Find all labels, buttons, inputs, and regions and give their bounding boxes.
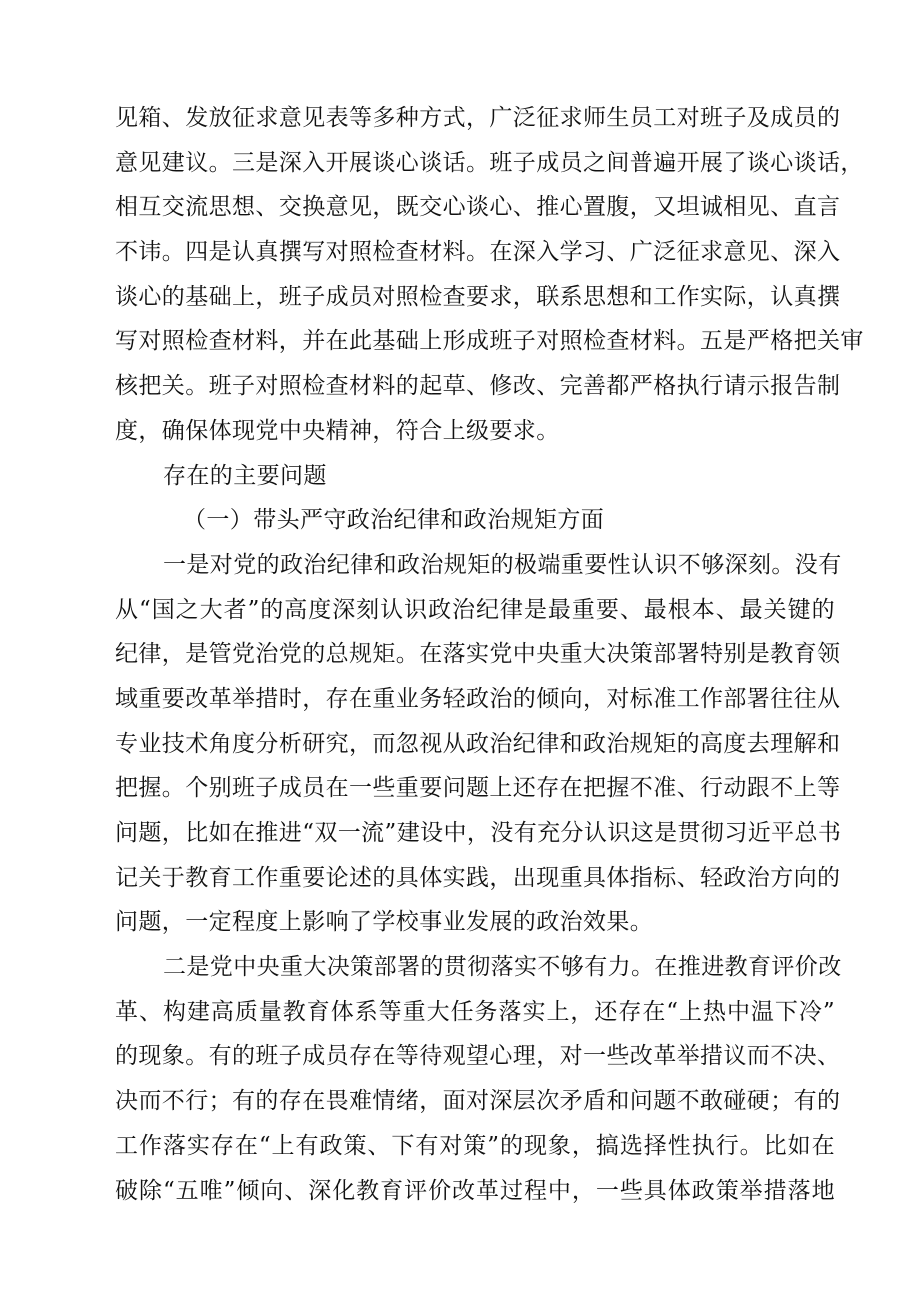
text-line: 核把关。班子对照检查材料的起草、修改、完善都严格执行请示报告制	[115, 373, 841, 400]
text-line: 的现象。有的班子成员存在等待观望心理，对一些改革举措议而不决、	[115, 1043, 841, 1070]
text-line: 写对照检查材料，并在此基础上形成班子对照检查材料。五是严格把关审	[115, 328, 864, 355]
paragraph-first-line: 一是对党的政治纪律和政治规矩的极端重要性认识不够深刻。没有	[163, 551, 842, 578]
text-line: 相互交流思想、交换意见，既交心谈心、推心置腹，又坦诚相见、直言	[115, 194, 841, 221]
text-line: 把握。个别班子成员在一些重要问题上还存在把握不准、行动跟不上等	[115, 775, 841, 802]
text-line: 专业技术角度分析研究，而忽视从政治纪律和政治规矩的高度去理解和	[115, 730, 841, 757]
text-line: 从“国之大者”的高度深刻认识政治纪律是最重要、最根本、最关键的	[115, 596, 835, 623]
text-line: 决而不行；有的存在畏难情绪，面对深层次矛盾和问题不敢碰硬；有的	[115, 1088, 841, 1115]
paragraph-first-line: 二是党中央重大决策部署的贯彻落实不够有力。在推进教育评价改	[163, 954, 842, 981]
text-line: 不讳。四是认真撰写对照检查材料。在深入学习、广泛征求意见、深入	[115, 239, 841, 266]
text-line: 见箱、发放征求意见表等多种方式，广泛征求师生员工对班子及成员的	[115, 105, 841, 131]
text-line: 工作落实存在“上有政策、下有对策”的现象，搞选择性执行。比如在	[115, 1132, 835, 1159]
text-line: 谈心的基础上，班子成员对照检查要求，联系思想和工作实际，认真撰	[115, 283, 841, 310]
text-line: 意见建议。三是深入开展谈心谈话。班子成员之间普遍开展了谈心谈话，	[115, 149, 864, 176]
text-line: 革、构建高质量教育体系等重大任务落实上，还存在“上热中温下冷”	[115, 998, 835, 1025]
text-line: 问题，比如在推进“双一流”建设中，没有充分认识这是贯彻习近平总书	[115, 820, 842, 846]
text-line: 破除“五唯”倾向、深化教育评价改革过程中，一些具体政策举措落地	[115, 1177, 835, 1204]
text-line: 记关于教育工作重要论述的具体实践，出现重具体指标、轻政治方向的	[115, 864, 841, 891]
subsection-heading: （一）带头严守政治纪律和政治规矩方面	[183, 507, 605, 534]
text-line-last: 问题，一定程度上影响了学校事业发展的政治效果。	[115, 909, 654, 936]
text-line: 纪律，是管党治党的总规矩。在落实党中央重大决策部署特别是教育领	[115, 641, 841, 668]
text-line-last: 度，确保体现党中央精神，符合上级要求。	[115, 417, 560, 444]
text-line: 域重要改革举措时，存在重业务轻政治的倾向，对标准工作部署往往从	[115, 685, 841, 712]
document-body	[115, 96, 864, 1213]
section-heading: 存在的主要问题	[163, 462, 327, 489]
